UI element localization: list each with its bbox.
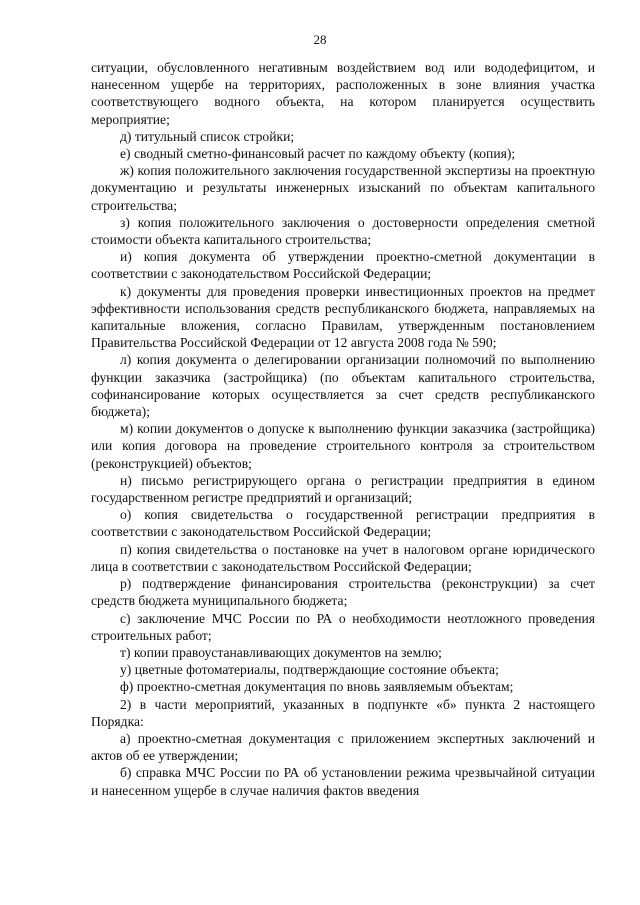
list-item-u: у) цветные фотоматериалы, подтверждающие состояние объекта; — [120, 662, 499, 678]
list-item-r: р) подтверждение финансирования строительства (реконструкции) за счет средств бюджета муниципального бюджета; — [91, 576, 595, 609]
list-item-b: б) справка МЧС России по РА об установлении режима чрезвычайной ситуации и нанесенном ущербе в случае наличия фактов введения — [91, 765, 595, 798]
paragraph-continuation: ситуации, обусловленного негативным воздействием вод или вододефицитом, и нанесенном ущербе на территориях, расположенных в зоне влияния участка соответствующего водного объекта, на котором планируется осуществить мероприятие; — [91, 60, 595, 127]
list-item-k: к) документы для проведения проверки инвестиционных проектов на предмет эффективности использования средств республиканского бюджета, направляемых на капитальные вложения, согласно Правилам, утвержденным постановлением Правительства Российской Федерации от 12 августа 2008 года № 590; — [91, 283, 595, 351]
list-item-zh: ж) копия положительного заключения государственной экспертизы на проектную документацию и результаты инженерных изысканий по объектам капитального строительства; — [91, 163, 595, 213]
list-item-n: н) письмо регистрирующего органа о регистрации предприятия в едином государственном регистре предприятий и организаций; — [91, 472, 595, 506]
list-item-i: и) копия документа об утверждении проектно-сметной документации в соответствии с законодательством Российской Федерации; — [91, 249, 595, 282]
list-item-z: з) копия положительного заключения о достоверности определения сметной стоимости объекта капитального строительства; — [91, 214, 595, 248]
list-item-e: е) сводный сметно-финансовый расчет по каждому объекту (копия); — [120, 146, 516, 162]
list-item-f: ф) проектно-сметная документация по вновь заявляемым объектам; — [120, 679, 514, 695]
section-item-2: 2) в части мероприятий, указанных в подпункте «б» пункта 2 настоящего Порядка: — [91, 696, 595, 729]
list-item-m: м) копии документов о допуске к выполнению функции заказчика (застройщика) или копия договора на проведение строительного контроля за строительством (реконструкцией) объектов; — [91, 421, 595, 471]
list-item-p: п) копия свидетельства о постановке на учет в налоговом органе юридического лица в соответствии с законодательством Российской Федерации; — [91, 541, 595, 574]
list-item-a: а) проектно-сметная документация с приложением экспертных заключений и актов об ее утверждении; — [91, 730, 595, 764]
list-item-s: с) заключение МЧС России по РА о необходимости неотложного проведения строительных работ; — [91, 610, 595, 643]
list-item-l: л) копия документа о делегировании организации полномочий по выполнению функции заказчика (застройщика) (по объектам капитального строительства, софинансирование которых осуществляется за счет средств республиканского бюджета); — [91, 352, 595, 420]
document-body — [91, 59, 595, 799]
page-number: 28 — [313, 32, 327, 47]
list-item-o: о) копия свидетельства о государственной регистрации предприятия в соответствии с законодательством Российской Федерации; — [91, 507, 595, 540]
list-item-t: т) копии правоустанавливающих документов на землю; — [120, 644, 442, 660]
list-item-d: д) титульный список стройки; — [120, 128, 295, 144]
